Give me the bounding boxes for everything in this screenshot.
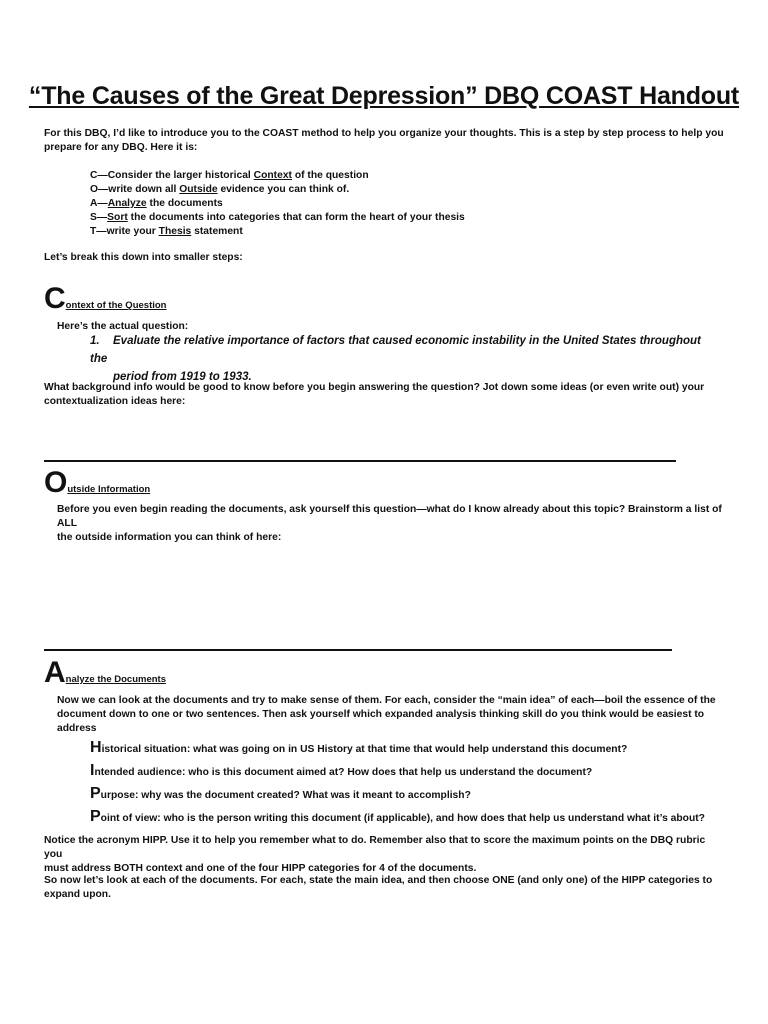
outside-heading-cap: O (44, 466, 68, 499)
outside-writing-line (44, 649, 672, 651)
coast-key-context: Context (253, 170, 292, 181)
hipp-purpose: Purpose: why was the document created? What was it meant to accomplish? (90, 785, 471, 802)
intro-line-1: For this DBQ, I’d like to introduce you to the COAST method to help you organize your thoughts. This is a step by step process to help you (44, 128, 724, 139)
question-number: 1. (90, 335, 100, 347)
coast-item-s: S—Sort the documents into categories that can form the heart of your thesis (90, 212, 465, 223)
so-now-paragraph (44, 874, 724, 902)
analyze-intro (57, 694, 725, 736)
question-text-line-2: period from 1919 to 1933. (113, 371, 252, 383)
outside-prompt-line-2: the outside information you can think of here: (57, 532, 282, 543)
analyze-heading (44, 658, 166, 688)
hipp-intended-audience: Intended audience: who is this document aimed at? How does that help us understand the document? (90, 762, 593, 779)
question-text-line-1: Evaluate the relative importance of factors that caused economic instability in the United States throughout the (90, 335, 701, 365)
outside-heading-rest: utside Information (67, 484, 151, 495)
outside-prompt-line-1: Before you even begin reading the documents, ask yourself this question—what do I know already about this topic? Brainstorm a list of ALL (57, 504, 722, 529)
intro-paragraph (44, 127, 724, 155)
context-prompt-line-2: contextualization ideas here: (44, 396, 186, 407)
hipp-historical-situation: Historical situation: what was going on in US History at that time that would help understand this document? (90, 739, 628, 756)
coast-item-c: C—Consider the larger historical Context of the question (90, 170, 369, 181)
outside-heading (44, 468, 150, 498)
question-lead: Here’s the actual question: (57, 321, 189, 332)
context-prompt-line-1: What background info would be good to know before you begin answering the question? Jot down some ideas (or even write out) your (44, 382, 705, 393)
coast-key-sort: Sort (107, 212, 128, 223)
actual-question (90, 332, 710, 386)
page-title: “The Causes of the Great Depression” DBQ COAST Handout (28, 82, 740, 110)
analyze-intro-line-2: document down to one or two sentences. Then ask yourself which expanded analysis thinking skill do you think would be easiest to address (57, 709, 705, 734)
coast-list (90, 169, 465, 239)
hipp-list (90, 737, 705, 829)
coast-key-analyze: Analyze (107, 198, 147, 209)
coast-item-t: T—write your Thesis statement (90, 226, 243, 237)
break-down-text: Let’s break this down into smaller steps: (44, 252, 243, 263)
coast-key-thesis: Thesis (158, 226, 192, 237)
context-heading-rest: ontext of the Question (65, 300, 167, 311)
context-heading (44, 284, 166, 314)
coast-key-outside: Outside (179, 184, 218, 195)
analyze-heading-rest: nalyze the Documents (65, 674, 166, 685)
context-writing-line (44, 460, 676, 462)
notice-paragraph (44, 834, 724, 876)
context-prompt (44, 381, 724, 409)
so-now-line-2: expand upon. (44, 889, 111, 900)
analyze-intro-line-1: Now we can look at the documents and try to make sense of them. For each, consider the “main idea” of each—boil the essence of the (57, 695, 716, 706)
notice-line-1: Notice the acronym HIPP. Use it to help you remember what to do. Remember also that to score the maximum points on the DBQ rubric you (44, 835, 706, 860)
intro-line-2: prepare for any DBQ. Here it is: (44, 142, 198, 153)
so-now-line-1: So now let’s look at each of the documents. For each, state the main idea, and then choose ONE (and only one) of the HIPP categories to (44, 875, 713, 886)
notice-line-2: must address BOTH context and one of the four HIPP categories for 4 of the documents. (44, 863, 477, 874)
analyze-heading-cap: A (44, 656, 66, 689)
hipp-point-of-view: Point of view: who is the person writing this document (if applicable), and how does that help us understand what it’s about? (90, 808, 705, 825)
context-heading-cap: C (44, 282, 66, 315)
coast-item-a: A—Analyze the documents (90, 198, 223, 209)
coast-item-o: O—write down all Outside evidence you can think of. (90, 184, 350, 195)
outside-prompt (57, 503, 725, 545)
